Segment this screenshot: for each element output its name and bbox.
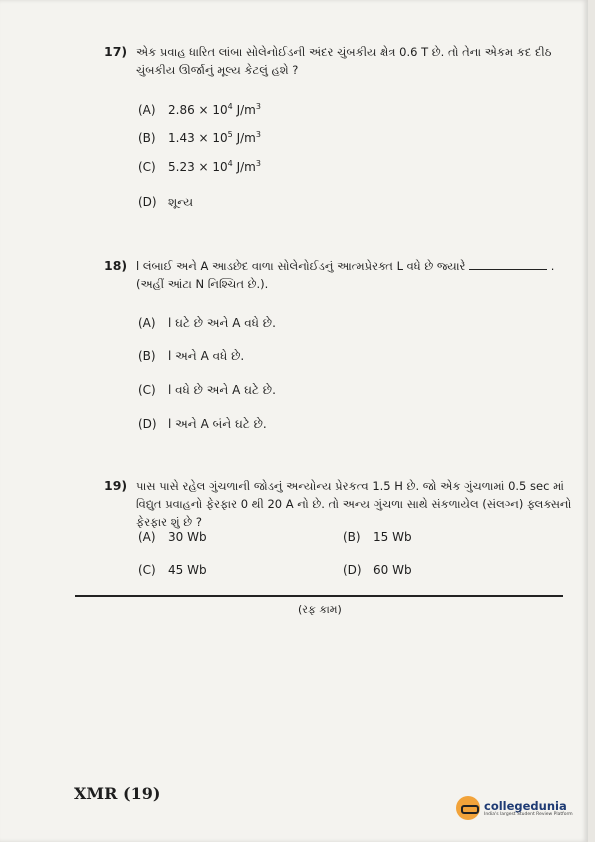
answer-blank[interactable] — [469, 259, 547, 270]
question-17-number: 17) — [104, 44, 128, 59]
question-18-option-b[interactable]: (B) l અને A વધે છે. — [138, 349, 245, 363]
question-18-option-c[interactable]: (C) l વધે છે અને A ઘટે છે. — [138, 383, 276, 397]
collegedunia-logo-icon — [456, 796, 480, 820]
question-17-option-a[interactable]: (A) $2.86 \times 10^4$ $J/m^3$ — [138, 102, 261, 117]
question-17-option-c[interactable]: (C) $5.23 \times 10^4$ $J/m^3$ — [138, 159, 261, 174]
rough-work-label: (રફ કામ) — [298, 603, 342, 616]
question-17-text: એક પ્રવાહ ધારિત લાંબા સોલેનોઈડની અંદર ચુંબકીય ક્ષેત્ર 0.6 T છે. તો તેના એકમ કદ દીઠ ચુંબકીય ઊર્જાનું મૂલ્ય કેટલું હશે ? — [136, 45, 552, 77]
page-code: XMR (19) — [74, 784, 161, 803]
brand-tagline: India's largest Student Review Platform — [484, 811, 573, 817]
divider-rule — [75, 595, 563, 597]
question-17-option-b[interactable]: (B) $1.43 \times 10^5$ $J/m^3$ — [138, 130, 261, 145]
question-19-option-d[interactable]: (D) 60 Wb — [343, 563, 412, 577]
question-18-option-a[interactable]: (A) l ઘટે છે અને A વધે છે. — [138, 316, 276, 330]
brand-name: collegedunia — [484, 798, 567, 813]
question-19-option-c[interactable]: (C) 45 Wb — [138, 563, 207, 577]
question-18-text: l લંબાઈ અને A આડછેદ વાળા સોલેનોઈડનું આત્મપ્રેરક્ત L વધે છે જ્યારે . (અહીં આંટા N નિશ્ચિત છે.). — [136, 259, 555, 291]
collegedunia-watermark — [456, 796, 573, 820]
question-19-option-a[interactable]: (A) 30 Wb — [138, 530, 207, 544]
question-18-number: 18) — [104, 258, 128, 273]
question-19-text: પાસ પાસે રહેલ ગુંચળાની જોડનું અન્યોન્ય પ્રેરકત્વ 1.5 H છે. જો એક ગુંચળામાં 0.5 sec માં વિદ્યુત પ્રવાહનો ફેરફાર 0 થી 20 A નો છે. તો અન્ય ગુંચળા સાથે સંકળાયેલ (સંલગ્ન) ફ્લક્સનો ફેરફાર શું છે ? — [136, 479, 572, 529]
question-19-option-b[interactable]: (B) 15 Wb — [343, 530, 412, 544]
question-17-option-d[interactable]: (D) શૂન્ય — [138, 195, 194, 209]
question-18-option-d[interactable]: (D) l અને A બંને ઘટે છે. — [138, 417, 267, 431]
question-19-number: 19) — [104, 478, 128, 493]
